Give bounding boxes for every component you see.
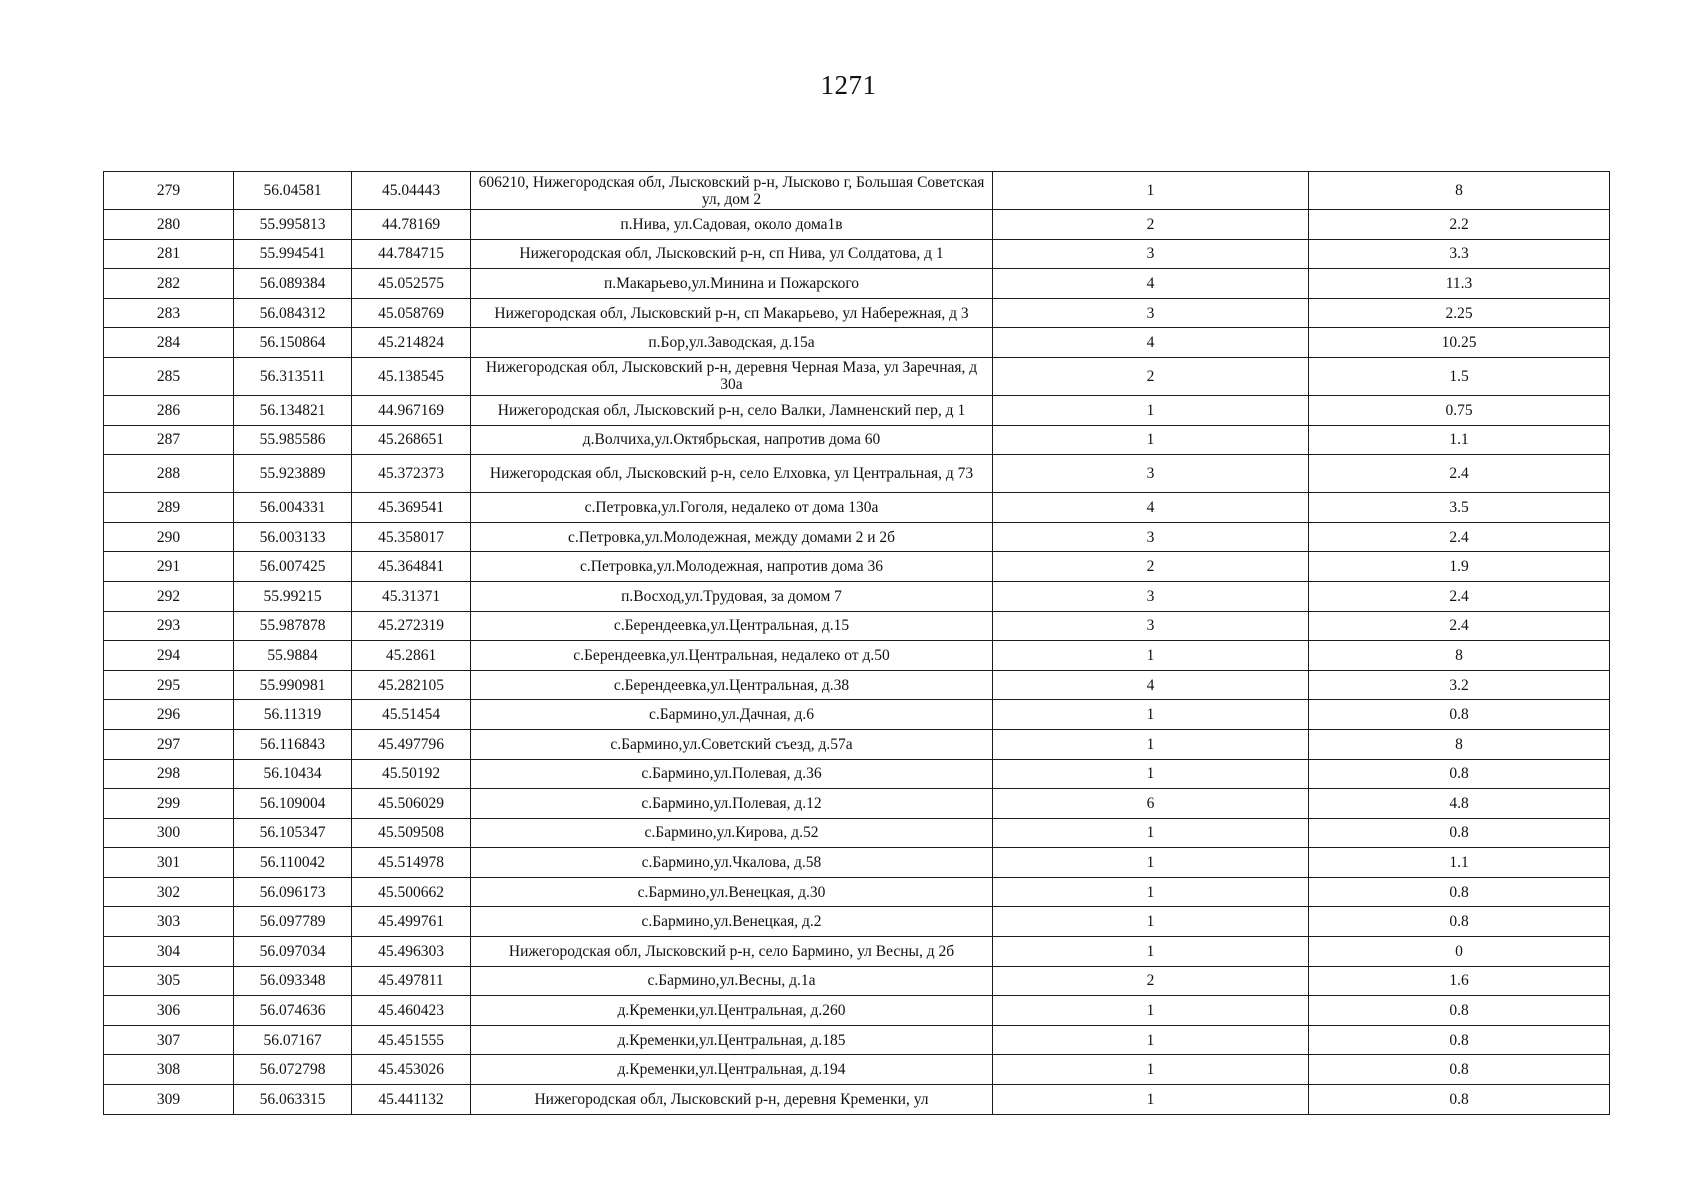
volume-cell: 0.8 — [1309, 759, 1610, 789]
row-number: 298 — [104, 759, 234, 789]
container-count-cell: 1 — [993, 1085, 1309, 1115]
longitude-cell: 45.453026 — [352, 1055, 471, 1085]
container-count-cell: 6 — [993, 789, 1309, 819]
container-count-cell: 4 — [993, 493, 1309, 523]
longitude-cell: 44.967169 — [352, 395, 471, 425]
address-cell: Нижегородская обл, Лысковский р-н, село Елховка, ул Центральная, д 73 — [471, 455, 993, 493]
container-count-cell: 3 — [993, 581, 1309, 611]
volume-cell: 0.8 — [1309, 1055, 1610, 1085]
row-number: 285 — [104, 357, 234, 395]
latitude-cell: 56.313511 — [234, 357, 352, 395]
latitude-cell: 56.063315 — [234, 1085, 352, 1115]
longitude-cell: 45.499761 — [352, 907, 471, 937]
row-number: 309 — [104, 1085, 234, 1115]
container-count-cell: 2 — [993, 966, 1309, 996]
latitude-cell: 55.923889 — [234, 455, 352, 493]
volume-cell: 8 — [1309, 729, 1610, 759]
address-cell: с.Бармино,ул.Кирова, д.52 — [471, 818, 993, 848]
row-number: 295 — [104, 670, 234, 700]
table-row — [104, 493, 1610, 523]
latitude-cell: 55.985586 — [234, 425, 352, 455]
volume-cell: 3.5 — [1309, 493, 1610, 523]
table-row — [104, 357, 1610, 395]
latitude-cell: 56.074636 — [234, 996, 352, 1026]
volume-cell: 2.4 — [1309, 581, 1610, 611]
longitude-cell: 45.500662 — [352, 877, 471, 907]
latitude-cell: 55.9884 — [234, 641, 352, 671]
container-count-cell: 1 — [993, 700, 1309, 730]
address-cell: д.Кременки,ул.Центральная, д.260 — [471, 996, 993, 1026]
latitude-cell: 56.105347 — [234, 818, 352, 848]
container-count-cell: 1 — [993, 641, 1309, 671]
volume-cell: 1.6 — [1309, 966, 1610, 996]
latitude-cell: 55.995813 — [234, 210, 352, 240]
address-cell: с.Берендеевка,ул.Центральная, д.38 — [471, 670, 993, 700]
table-row — [104, 172, 1610, 210]
row-number: 282 — [104, 269, 234, 299]
table-row — [104, 641, 1610, 671]
table-row — [104, 700, 1610, 730]
address-cell: 606210, Нижегородская обл, Лысковский р-н, Лысково г, Большая Советская ул, дом 2 — [471, 172, 993, 210]
row-number: 296 — [104, 700, 234, 730]
latitude-cell: 56.134821 — [234, 395, 352, 425]
latitude-cell: 55.99215 — [234, 581, 352, 611]
latitude-cell: 56.097034 — [234, 937, 352, 967]
latitude-cell: 56.003133 — [234, 522, 352, 552]
container-count-cell: 3 — [993, 298, 1309, 328]
table-row — [104, 522, 1610, 552]
container-count-cell: 1 — [993, 759, 1309, 789]
latitude-cell: 56.150864 — [234, 328, 352, 358]
longitude-cell: 45.441132 — [352, 1085, 471, 1115]
longitude-cell: 45.369541 — [352, 493, 471, 523]
longitude-cell: 45.514978 — [352, 848, 471, 878]
row-number: 281 — [104, 239, 234, 269]
longitude-cell: 45.51454 — [352, 700, 471, 730]
row-number: 306 — [104, 996, 234, 1026]
table-row — [104, 1055, 1610, 1085]
volume-cell: 8 — [1309, 172, 1610, 210]
volume-cell: 1.1 — [1309, 848, 1610, 878]
longitude-cell: 45.31371 — [352, 581, 471, 611]
table-row — [104, 818, 1610, 848]
table-row — [104, 328, 1610, 358]
table-row — [104, 1025, 1610, 1055]
container-count-cell: 3 — [993, 239, 1309, 269]
latitude-cell: 56.110042 — [234, 848, 352, 878]
table-row — [104, 937, 1610, 967]
address-cell: д.Кременки,ул.Центральная, д.194 — [471, 1055, 993, 1085]
container-count-cell: 3 — [993, 455, 1309, 493]
table-row — [104, 996, 1610, 1026]
row-number: 280 — [104, 210, 234, 240]
row-number: 302 — [104, 877, 234, 907]
address-cell: с.Бармино,ул.Дачная, д.6 — [471, 700, 993, 730]
address-cell: п.Макарьево,ул.Минина и Пожарского — [471, 269, 993, 299]
row-number: 307 — [104, 1025, 234, 1055]
address-cell: Нижегородская обл, Лысковский р-н, село Бармино, ул Весны, д 2б — [471, 937, 993, 967]
row-number: 284 — [104, 328, 234, 358]
longitude-cell: 45.364841 — [352, 552, 471, 582]
latitude-cell: 56.007425 — [234, 552, 352, 582]
volume-cell: 11.3 — [1309, 269, 1610, 299]
row-number: 286 — [104, 395, 234, 425]
longitude-cell: 45.058769 — [352, 298, 471, 328]
latitude-cell: 56.093348 — [234, 966, 352, 996]
address-cell: с.Берендеевка,ул.Центральная, недалеко от д.50 — [471, 641, 993, 671]
table-row — [104, 581, 1610, 611]
address-cell: д.Кременки,ул.Центральная, д.185 — [471, 1025, 993, 1055]
table-row — [104, 759, 1610, 789]
table-row — [104, 210, 1610, 240]
latitude-cell: 56.089384 — [234, 269, 352, 299]
container-count-cell: 4 — [993, 269, 1309, 299]
volume-cell: 0.8 — [1309, 700, 1610, 730]
address-cell: с.Бармино,ул.Полевая, д.12 — [471, 789, 993, 819]
longitude-cell: 44.784715 — [352, 239, 471, 269]
waste-sites-table — [103, 171, 1610, 1115]
table-row — [104, 611, 1610, 641]
address-cell: д.Волчиха,ул.Октябрьская, напротив дома 60 — [471, 425, 993, 455]
table-row — [104, 455, 1610, 493]
row-number: 287 — [104, 425, 234, 455]
container-count-cell: 1 — [993, 395, 1309, 425]
container-count-cell: 3 — [993, 611, 1309, 641]
container-count-cell: 1 — [993, 1025, 1309, 1055]
address-cell: Нижегородская обл, Лысковский р-н, сп Нива, ул Солдатова, д 1 — [471, 239, 993, 269]
row-number: 304 — [104, 937, 234, 967]
longitude-cell: 45.282105 — [352, 670, 471, 700]
volume-cell: 0.8 — [1309, 877, 1610, 907]
longitude-cell: 45.268651 — [352, 425, 471, 455]
row-number: 308 — [104, 1055, 234, 1085]
address-cell: Нижегородская обл, Лысковский р-н, сп Макарьево, ул Набережная, д 3 — [471, 298, 993, 328]
latitude-cell: 56.004331 — [234, 493, 352, 523]
longitude-cell: 45.04443 — [352, 172, 471, 210]
row-number: 293 — [104, 611, 234, 641]
address-cell: Нижегородская обл, Лысковский р-н, деревня Черная Маза, ул Заречная, д 30а — [471, 357, 993, 395]
volume-cell: 3.2 — [1309, 670, 1610, 700]
container-count-cell: 2 — [993, 552, 1309, 582]
table-row — [104, 425, 1610, 455]
volume-cell: 2.4 — [1309, 522, 1610, 552]
longitude-cell: 45.496303 — [352, 937, 471, 967]
container-count-cell: 1 — [993, 907, 1309, 937]
volume-cell: 2.2 — [1309, 210, 1610, 240]
container-count-cell: 1 — [993, 848, 1309, 878]
address-cell: с.Бармино,ул.Чкалова, д.58 — [471, 848, 993, 878]
longitude-cell: 45.497811 — [352, 966, 471, 996]
page-number: 1271 — [820, 70, 877, 100]
latitude-cell: 56.096173 — [234, 877, 352, 907]
latitude-cell: 56.072798 — [234, 1055, 352, 1085]
table-row — [104, 966, 1610, 996]
volume-cell: 0.8 — [1309, 996, 1610, 1026]
container-count-cell: 1 — [993, 425, 1309, 455]
longitude-cell: 45.2861 — [352, 641, 471, 671]
longitude-cell: 45.052575 — [352, 269, 471, 299]
address-cell: п.Восход,ул.Трудовая, за домом 7 — [471, 581, 993, 611]
container-count-cell: 1 — [993, 937, 1309, 967]
container-count-cell: 3 — [993, 522, 1309, 552]
address-cell: с.Бармино,ул.Венецкая, д.2 — [471, 907, 993, 937]
volume-cell: 4.8 — [1309, 789, 1610, 819]
table-row — [104, 269, 1610, 299]
table-row — [104, 907, 1610, 937]
longitude-cell: 45.506029 — [352, 789, 471, 819]
row-number: 288 — [104, 455, 234, 493]
longitude-cell: 45.497796 — [352, 729, 471, 759]
longitude-cell: 45.358017 — [352, 522, 471, 552]
latitude-cell: 56.04581 — [234, 172, 352, 210]
row-number: 294 — [104, 641, 234, 671]
table-row — [104, 1085, 1610, 1115]
table-row — [104, 848, 1610, 878]
latitude-cell: 55.987878 — [234, 611, 352, 641]
volume-cell: 8 — [1309, 641, 1610, 671]
volume-cell: 2.25 — [1309, 298, 1610, 328]
volume-cell: 3.3 — [1309, 239, 1610, 269]
container-count-cell: 1 — [993, 1055, 1309, 1085]
table-row — [104, 789, 1610, 819]
row-number: 300 — [104, 818, 234, 848]
latitude-cell: 56.11319 — [234, 700, 352, 730]
table-row — [104, 395, 1610, 425]
container-count-cell: 2 — [993, 357, 1309, 395]
table-body — [104, 172, 1610, 1115]
row-number: 301 — [104, 848, 234, 878]
volume-cell: 1.1 — [1309, 425, 1610, 455]
address-cell: с.Бармино,ул.Венецкая, д.30 — [471, 877, 993, 907]
volume-cell: 0.75 — [1309, 395, 1610, 425]
address-cell: с.Петровка,ул.Молодежная, напротив дома 36 — [471, 552, 993, 582]
volume-cell: 0 — [1309, 937, 1610, 967]
row-number: 305 — [104, 966, 234, 996]
address-cell: п.Нива, ул.Садовая, около дома1в — [471, 210, 993, 240]
volume-cell: 1.9 — [1309, 552, 1610, 582]
address-cell: с.Бармино,ул.Полевая, д.36 — [471, 759, 993, 789]
longitude-cell: 45.509508 — [352, 818, 471, 848]
row-number: 292 — [104, 581, 234, 611]
longitude-cell: 45.272319 — [352, 611, 471, 641]
address-cell: с.Бармино,ул.Советский съезд, д.57а — [471, 729, 993, 759]
table-row — [104, 670, 1610, 700]
volume-cell: 0.8 — [1309, 907, 1610, 937]
latitude-cell: 56.116843 — [234, 729, 352, 759]
longitude-cell: 45.50192 — [352, 759, 471, 789]
latitude-cell: 55.990981 — [234, 670, 352, 700]
container-count-cell: 2 — [993, 210, 1309, 240]
container-count-cell: 4 — [993, 328, 1309, 358]
address-cell: п.Бор,ул.Заводская, д.15а — [471, 328, 993, 358]
longitude-cell: 44.78169 — [352, 210, 471, 240]
address-cell: с.Петровка,ул.Гоголя, недалеко от дома 130а — [471, 493, 993, 523]
latitude-cell: 56.084312 — [234, 298, 352, 328]
address-cell: с.Бармино,ул.Весны, д.1а — [471, 966, 993, 996]
longitude-cell: 45.138545 — [352, 357, 471, 395]
container-count-cell: 1 — [993, 729, 1309, 759]
latitude-cell: 56.097789 — [234, 907, 352, 937]
address-cell: Нижегородская обл, Лысковский р-н, деревня Кременки, ул — [471, 1085, 993, 1115]
container-count-cell: 1 — [993, 996, 1309, 1026]
table-row — [104, 729, 1610, 759]
latitude-cell: 56.109004 — [234, 789, 352, 819]
longitude-cell: 45.214824 — [352, 328, 471, 358]
table-row — [104, 239, 1610, 269]
container-count-cell: 1 — [993, 818, 1309, 848]
longitude-cell: 45.460423 — [352, 996, 471, 1026]
longitude-cell: 45.372373 — [352, 455, 471, 493]
row-number: 291 — [104, 552, 234, 582]
row-number: 299 — [104, 789, 234, 819]
row-number: 283 — [104, 298, 234, 328]
row-number: 303 — [104, 907, 234, 937]
volume-cell: 2.4 — [1309, 455, 1610, 493]
volume-cell: 2.4 — [1309, 611, 1610, 641]
volume-cell: 0.8 — [1309, 818, 1610, 848]
volume-cell: 0.8 — [1309, 1085, 1610, 1115]
address-cell: с.Берендеевка,ул.Центральная, д.15 — [471, 611, 993, 641]
volume-cell: 0.8 — [1309, 1025, 1610, 1055]
address-cell: Нижегородская обл, Лысковский р-н, село Валки, Ламненский пер, д 1 — [471, 395, 993, 425]
table-row — [104, 552, 1610, 582]
row-number: 279 — [104, 172, 234, 210]
row-number: 289 — [104, 493, 234, 523]
longitude-cell: 45.451555 — [352, 1025, 471, 1055]
latitude-cell: 56.07167 — [234, 1025, 352, 1055]
table-row — [104, 877, 1610, 907]
volume-cell: 10.25 — [1309, 328, 1610, 358]
latitude-cell: 56.10434 — [234, 759, 352, 789]
container-count-cell: 1 — [993, 172, 1309, 210]
volume-cell: 1.5 — [1309, 357, 1610, 395]
row-number: 290 — [104, 522, 234, 552]
latitude-cell: 55.994541 — [234, 239, 352, 269]
row-number: 297 — [104, 729, 234, 759]
address-cell: с.Петровка,ул.Молодежная, между домами 2 и 2б — [471, 522, 993, 552]
table-row — [104, 298, 1610, 328]
container-count-cell: 1 — [993, 877, 1309, 907]
container-count-cell: 4 — [993, 670, 1309, 700]
